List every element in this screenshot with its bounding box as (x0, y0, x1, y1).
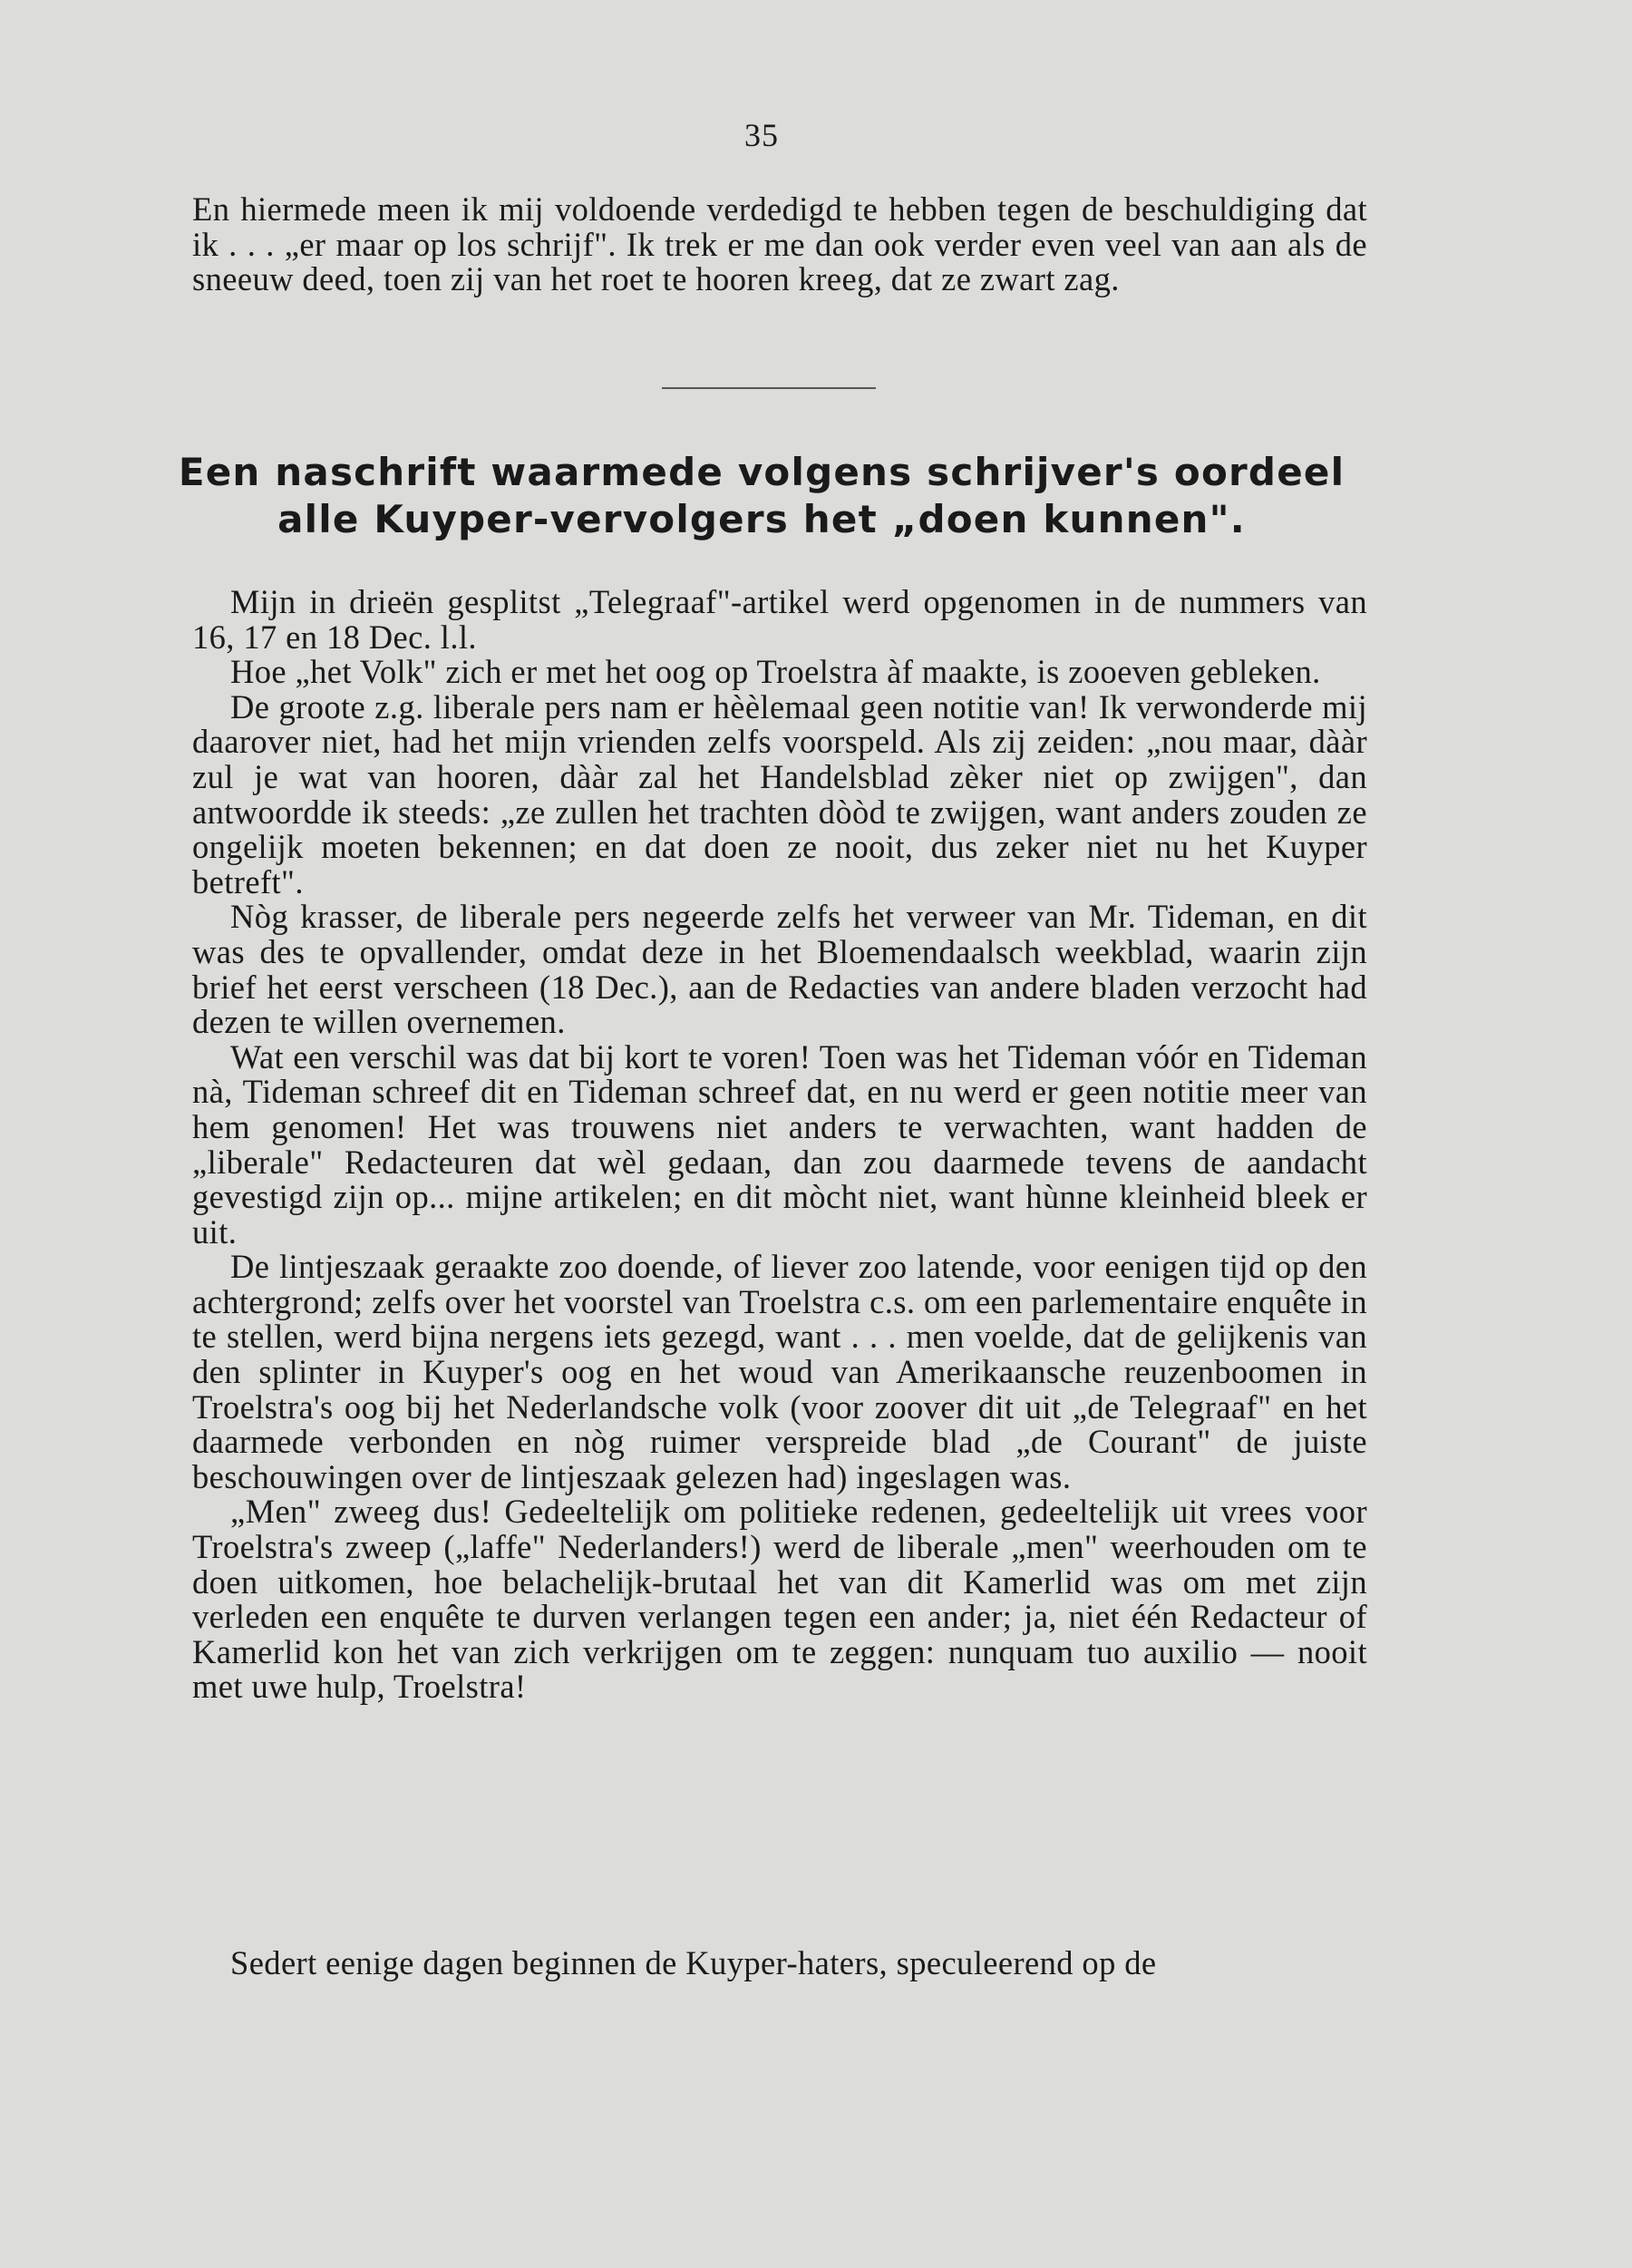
heading-line-2: alle Kuyper-vervolgers het „doen kunnen". (277, 497, 1246, 541)
intro-section (192, 192, 1367, 297)
final-paragraph: Sedert eenige dagen beginnen de Kuyper-haters, speculeerend op de (230, 1944, 1157, 1981)
paragraph: Mijn in drieën gesplitst „Telegraaf"-artikel werd opgenomen in de nummers van 16, 17 en 18 Dec. l.l. (192, 583, 1367, 656)
paragraph: Hoe „het Volk" zich er met het oog op Troelstra àf maakte, is zooeven gebleken. (230, 653, 1321, 691)
heading-line-1: Een naschrift waarmede volgens schrijver's oordeel (178, 450, 1345, 494)
paragraph: „Men" zweeg dus! Gedeeltelijk om politieke redenen, gedeeltelijk uit vrees voor Troelstra's zweep („laffe" Nederlanders!) werd de liberale „men" weerhouden om te doen uitkomen, hoe belachelijk-brutaal het van dit Kamerlid was om met zijn verleden een enquête te durven verlangen tegen een ander; ja, niet één Redacteur of Kamerlid kon het van zich verkrijgen om te zeggen: nunquam tuo auxilio — nooit met uwe hulp, Troelstra! (192, 1493, 1367, 1706)
paragraph: Wat een verschil was dat bij kort te voren! Toen was het Tideman vóór en Tideman nà, Tideman schreef dit en Tideman schreef dat, en nu werd er geen notitie meer van hem genomen! Het was trouwens niet anders te verwachten, want hadden de „liberale" Redacteuren dat wèl gedaan, dan zou daarmede tevens de aandacht gevestigd zijn op... mijne artikelen; en dit mòcht niet, want hùnne kleinheid bleek er uit. (192, 1037, 1367, 1251)
paragraph: Nòg krasser, de liberale pers negeerde zelfs het verweer van Mr. Tideman, en dit was des te opvallender, omdat deze in het Bloemendaalsch weekblad, waarin zijn brief het eerst verscheen (18 Dec.), aan de Redacties van andere bladen verzocht had dezen te willen overnemen. (192, 898, 1367, 1041)
paragraph: De lintjeszaak geraakte zoo doende, of liever zoo latende, voor eenigen tijd op den achtergrond; zelfs over het voorstel van Troelstra c.s. om een parlementaire enquête in te stellen, werd bijna nergens iets gezegd, want . . . men voelde, dat de gelijkenis van den splinter in Kuyper's oog en het woud van Amerikaansche reuzenboomen in Troelstra's oog bij het Nederlandsche volk (voor zoover dit uit „de Telegraaf" en het daarmede verbonden en nòg ruimer verspreide blad „de Courant" de juiste beschouwingen over de lintjeszaak gelezen had) ingeslagen was. (192, 1248, 1367, 1495)
final-section (192, 1946, 1367, 1981)
page-number: 35 (744, 117, 779, 153)
paragraph: De groote z.g. liberale pers nam er hèèlemaal geen notitie van! Ik verwonderde mij daarover niet, had het mijn vrienden zelfs voorspeld. Als zij zeiden: „nou maar, dààr zul je wat van hooren, dààr zal het Handelsblad zèker niet op zwijgen", dan antwoordde ik steeds: „ze zullen het trachten dòòd te zwijgen, want anders zouden ze ongelijk moeten bekennen; en dat doen ze nooit, dus zeker niet nu het Kuyper betreft". (192, 687, 1367, 900)
intro-paragraph: En hiermede meen ik mij voldoende verdedigd te hebben tegen de beschuldiging dat ik . . . „er maar op los schrijf". Ik trek er me dan ook verder even veel van aan als de sneeuw deed, toen zij van het roet te hooren kreeg, dat ze zwart zag. (192, 190, 1367, 298)
body-text (192, 585, 1367, 1705)
section-heading (127, 449, 1396, 543)
section-divider (662, 387, 876, 389)
